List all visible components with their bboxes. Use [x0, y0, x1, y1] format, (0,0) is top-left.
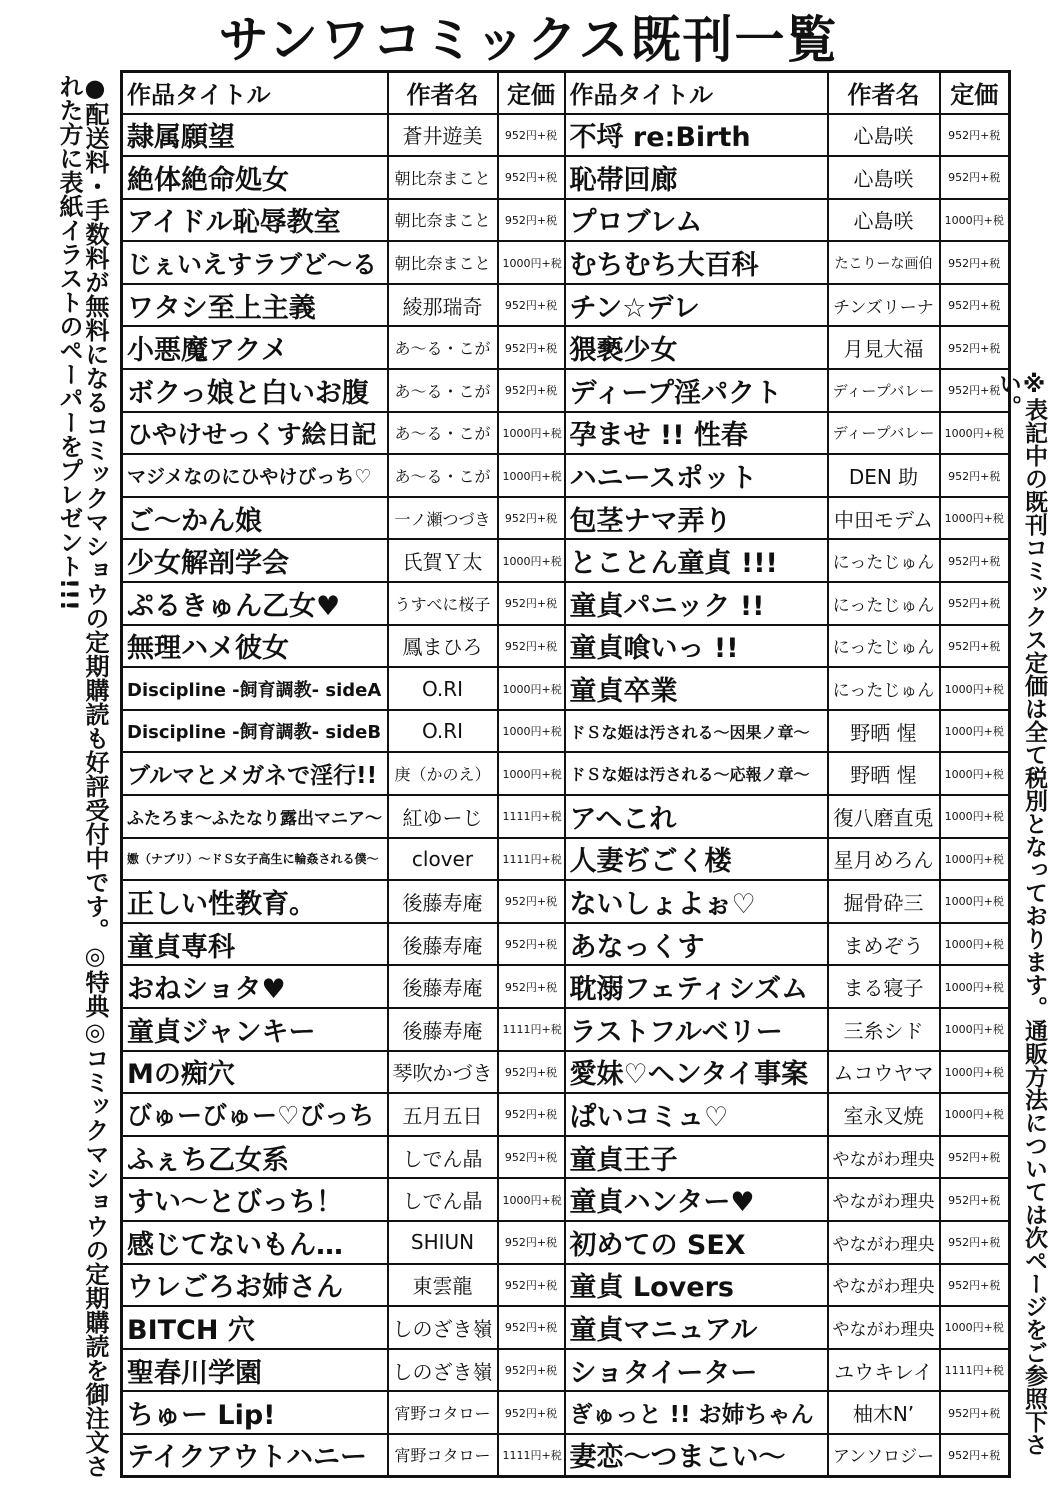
book-author: 東雲龍 [388, 1264, 498, 1307]
book-price: 952円+税 [940, 1264, 1010, 1307]
book-author: あ～る・こが [388, 326, 498, 369]
book-title: とことん童貞 !!! [565, 539, 828, 582]
table-row [122, 582, 1010, 625]
book-author: DEN 助 [828, 454, 940, 497]
book-author: にったじゅん [828, 582, 940, 625]
book-author: 心島咲 [828, 156, 940, 199]
table-row [122, 326, 1010, 369]
table-row [122, 1349, 1010, 1392]
book-price: 952円+税 [498, 497, 565, 540]
book-title: 聖春川学園 [122, 1349, 388, 1392]
book-title: ぱいコミュ♡ [565, 1093, 828, 1136]
header-author-right: 作者名 [828, 72, 940, 114]
book-author: 朝比奈まこと [388, 156, 498, 199]
book-price: 952円+税 [940, 1136, 1010, 1179]
book-title: ふたろま～ふたなり露出マニア～ [122, 795, 388, 838]
book-price: 1000円+税 [498, 241, 565, 284]
book-title: 初めての SEX [565, 1221, 828, 1264]
book-author: あ～る・こが [388, 369, 498, 412]
book-author: 室永叉焼 [828, 1093, 940, 1136]
book-author: SHIUN [388, 1221, 498, 1264]
book-title: 無理ハメ彼女 [122, 625, 388, 668]
tax-note: ※表記中の既刊コミックス定価は全て税別となっております。通販方法については次ページをご参照下さい。 [995, 372, 1047, 1456]
book-title: 童貞喰いっ !! [565, 625, 828, 668]
table-row [122, 156, 1010, 199]
book-title: マジメなのにひやけびっち♡ [122, 454, 388, 497]
book-price: 952円+税 [940, 241, 1010, 284]
book-title: テイクアウトハニー [122, 1434, 388, 1477]
book-title: 感じてないもん… [122, 1221, 388, 1264]
book-title: アヘこれ [565, 795, 828, 838]
subscription-note: ●配送料・手数料が無料になるコミックマショウの定期購読も好評受付中です。◎特典◎コミックマショウの定期購読を御注文された方に表紙イラストのペーパーをプレゼント!!! [55, 74, 109, 1478]
book-price: 1000円+税 [498, 412, 565, 455]
book-author: まめぞう [828, 923, 940, 966]
book-price: 1000円+税 [940, 667, 1010, 710]
book-title: 童貞ハンター♥ [565, 1178, 828, 1221]
book-price: 1000円+税 [940, 412, 1010, 455]
book-price: 1000円+税 [940, 965, 1010, 1008]
book-price: 1000円+税 [940, 1051, 1010, 1094]
book-author: 月見大福 [828, 326, 940, 369]
book-price: 1111円+税 [498, 838, 565, 881]
book-author: やながわ理央 [828, 1264, 940, 1307]
book-price: 952円+税 [498, 625, 565, 668]
book-author: 琴吹かづき [388, 1051, 498, 1094]
book-price: 1000円+税 [940, 1306, 1010, 1349]
book-title: 童貞ジャンキー [122, 1008, 388, 1051]
book-price: 952円+税 [940, 326, 1010, 369]
book-title: 童貞 Lovers [565, 1264, 828, 1307]
book-price: 952円+税 [940, 1391, 1010, 1434]
book-title: 小悪魔アクメ [122, 326, 388, 369]
book-title: 正しい性教育。 [122, 880, 388, 923]
book-title: ワタシ至上主義 [122, 284, 388, 327]
book-price: 952円+税 [498, 582, 565, 625]
book-title: 童貞王子 [565, 1136, 828, 1179]
table-row [122, 199, 1010, 242]
header-author-left: 作者名 [388, 72, 498, 114]
book-price: 952円+税 [940, 1178, 1010, 1221]
book-price: 1000円+税 [940, 710, 1010, 753]
catalog-table [120, 70, 1011, 1478]
book-author: 朝比奈まこと [388, 199, 498, 242]
book-price: 952円+税 [940, 156, 1010, 199]
book-author: あ～る・こが [388, 454, 498, 497]
book-title: BITCH 穴 [122, 1306, 388, 1349]
table-row [122, 752, 1010, 795]
book-title: 不埒 re:Birth [565, 114, 828, 157]
book-price: 952円+税 [498, 923, 565, 966]
book-author: 後藤寿庵 [388, 965, 498, 1008]
book-title: プロブレム [565, 199, 828, 242]
book-title: 童貞専科 [122, 923, 388, 966]
book-author: 後藤寿庵 [388, 923, 498, 966]
book-author: 心島咲 [828, 114, 940, 157]
book-author: 掘骨砕三 [828, 880, 940, 923]
book-price: 952円+税 [940, 369, 1010, 412]
book-author: うすべに桜子 [388, 582, 498, 625]
book-author: ムコウヤマ [828, 1051, 940, 1094]
book-author: やながわ理央 [828, 1136, 940, 1179]
book-title: 妻恋～つまこい～ [565, 1434, 828, 1477]
book-price: 1111円+税 [498, 1008, 565, 1051]
book-title: ふぇち乙女系 [122, 1136, 388, 1179]
book-author: 蒼井遊美 [388, 114, 498, 157]
book-title: 猥褻少女 [565, 326, 828, 369]
table-row [122, 114, 1010, 157]
book-title: すい～とびっち！ [122, 1178, 388, 1221]
table-row [122, 1093, 1010, 1136]
table-row [122, 241, 1010, 284]
book-author: 庚（かのえ） [388, 752, 498, 795]
book-title: ショタイーター [565, 1349, 828, 1392]
table-row [122, 1051, 1010, 1094]
book-price: 952円+税 [498, 114, 565, 157]
book-price: 952円+税 [940, 284, 1010, 327]
book-price: 952円+税 [498, 1391, 565, 1434]
table-row [122, 1136, 1010, 1179]
book-title: ボクっ娘と白いお腹 [122, 369, 388, 412]
book-price: 1000円+税 [940, 838, 1010, 881]
book-price: 1000円+税 [940, 1008, 1010, 1051]
book-author: チンズリーナ [828, 284, 940, 327]
book-author: ユウキレイ [828, 1349, 940, 1392]
book-title: 孕ませ !! 性春 [565, 412, 828, 455]
book-title: おねショタ♥ [122, 965, 388, 1008]
book-author: しでん晶 [388, 1136, 498, 1179]
book-author: しのざき嶺 [388, 1349, 498, 1392]
table-row [122, 838, 1010, 881]
table-row [122, 1008, 1010, 1051]
table-row [122, 369, 1010, 412]
book-author: 一ノ瀬つづき [388, 497, 498, 540]
book-author: O.RI [388, 667, 498, 710]
book-price: 1000円+税 [498, 752, 565, 795]
book-title: 隷属願望 [122, 114, 388, 157]
book-price: 1000円+税 [940, 795, 1010, 838]
book-price: 1000円+税 [940, 497, 1010, 540]
table-row [122, 965, 1010, 1008]
book-title: 少女解剖学会 [122, 539, 388, 582]
table-row [122, 454, 1010, 497]
table-row [122, 923, 1010, 966]
book-title: ブルマとメガネで淫行!! [122, 752, 388, 795]
book-author: 三糸シド [828, 1008, 940, 1051]
book-price: 952円+税 [498, 284, 565, 327]
book-price: 952円+税 [498, 1349, 565, 1392]
book-price: 952円+税 [940, 625, 1010, 668]
book-title: Mの痴穴 [122, 1051, 388, 1094]
book-author: ディープバレー [828, 369, 940, 412]
book-title: 絶体絶命処女 [122, 156, 388, 199]
book-title: ないしょよぉ♡ [565, 880, 828, 923]
book-price: 952円+税 [498, 156, 565, 199]
book-author: 鳳まひろ [388, 625, 498, 668]
book-title: 童貞パニック !! [565, 582, 828, 625]
table-row [122, 539, 1010, 582]
header-price-left: 定価 [498, 72, 565, 114]
book-price: 952円+税 [498, 1136, 565, 1179]
book-title: Discipline -飼育調教- sideA [122, 667, 388, 710]
book-author: たこりーな画伯 [828, 241, 940, 284]
book-title: 耽溺フェティシズム [565, 965, 828, 1008]
book-price: 952円+税 [498, 965, 565, 1008]
book-price: 952円+税 [498, 326, 565, 369]
book-title: ちゅー Lip! [122, 1391, 388, 1434]
book-title: びゅーびゅー♡びっち [122, 1093, 388, 1136]
book-author: しでん晶 [388, 1178, 498, 1221]
book-price: 952円+税 [498, 199, 565, 242]
book-title: むちむち大百科 [565, 241, 828, 284]
book-author: 後藤寿庵 [388, 880, 498, 923]
book-price: 952円+税 [498, 1051, 565, 1094]
book-price: 1000円+税 [940, 1093, 1010, 1136]
table-row [122, 1221, 1010, 1264]
book-author: 宵野コタロー [388, 1391, 498, 1434]
book-author: やながわ理央 [828, 1221, 940, 1264]
book-title: 人妻ぢごく楼 [565, 838, 828, 881]
book-price: 952円+税 [498, 1093, 565, 1136]
book-author: にったじゅん [828, 539, 940, 582]
book-price: 952円+税 [498, 1264, 565, 1307]
table-row [122, 667, 1010, 710]
book-title: ドＳな姫は汚される～因果ノ章～ [565, 710, 828, 753]
book-title: あなっくす [565, 923, 828, 966]
book-title: ラストフルベリー [565, 1008, 828, 1051]
header-title-left: 作品タイトル [122, 72, 388, 114]
book-title: ひやけせっくす絵日記 [122, 412, 388, 455]
book-title: ディープ淫パクト [565, 369, 828, 412]
header-title-right: 作品タイトル [565, 72, 828, 114]
book-author: 五月五日 [388, 1093, 498, 1136]
book-title: 童貞卒業 [565, 667, 828, 710]
book-author: 綾那瑞奇 [388, 284, 498, 327]
book-title: アイドル恥辱教室 [122, 199, 388, 242]
book-title: ぎゅっと !! お姉ちゃん [565, 1391, 828, 1434]
book-price: 952円+税 [940, 1434, 1010, 1477]
book-author: やながわ理央 [828, 1306, 940, 1349]
book-author: 後藤寿庵 [388, 1008, 498, 1051]
book-price: 1000円+税 [498, 710, 565, 753]
book-author: まる寝子 [828, 965, 940, 1008]
book-author: あ～る・こが [388, 412, 498, 455]
book-author: ディープバレー [828, 412, 940, 455]
table-row [122, 880, 1010, 923]
table-row [122, 497, 1010, 540]
page-title: サンワコミックス既刊一覧 [218, 11, 839, 69]
table-row [122, 1178, 1010, 1221]
book-author: O.RI [388, 710, 498, 753]
book-author: clover [388, 838, 498, 881]
book-title: ハニースポット [565, 454, 828, 497]
table-row [122, 1264, 1010, 1307]
book-price: 1000円+税 [940, 199, 1010, 242]
book-author: 野晒 惺 [828, 752, 940, 795]
book-price: 1000円+税 [498, 539, 565, 582]
book-title: 童貞マニュアル [565, 1306, 828, 1349]
book-price: 952円+税 [498, 1221, 565, 1264]
table-row [122, 412, 1010, 455]
book-price: 1111円+税 [498, 1434, 565, 1477]
book-price: 952円+税 [498, 880, 565, 923]
book-title: 愛妹♡ヘンタイ事案 [565, 1051, 828, 1094]
book-author: 心島咲 [828, 199, 940, 242]
book-author: 星月めろん [828, 838, 940, 881]
book-author: 氏賀Ｙ太 [388, 539, 498, 582]
table-row [122, 795, 1010, 838]
book-author: やながわ理央 [828, 1178, 940, 1221]
book-title: ウレごろお姉さん [122, 1264, 388, 1307]
book-title: Discipline -飼育調教- sideB [122, 710, 388, 753]
book-author: アンソロジー [828, 1434, 940, 1477]
book-title: 包茎ナマ弄り [565, 497, 828, 540]
book-price: 952円+税 [940, 1221, 1010, 1264]
book-title: ドＳな姫は汚される～応報ノ章～ [565, 752, 828, 795]
book-price: 1000円+税 [498, 454, 565, 497]
book-price: 1000円+税 [940, 752, 1010, 795]
book-author: 柚木N’ [828, 1391, 940, 1434]
book-author: 中田モデム [828, 497, 940, 540]
book-title: 恥帯回廊 [565, 156, 828, 199]
book-title: 嫐（ナブリ）～ドＳ女子高生に輪姦される僕～ [122, 838, 388, 881]
book-price: 952円+税 [940, 539, 1010, 582]
book-price: 1000円+税 [498, 1178, 565, 1221]
book-title: ぷるきゅん乙女♥ [122, 582, 388, 625]
header-price-right: 定価 [940, 72, 1010, 114]
table-row [122, 284, 1010, 327]
book-price: 952円+税 [940, 454, 1010, 497]
book-price: 1000円+税 [498, 667, 565, 710]
book-price: 952円+税 [940, 582, 1010, 625]
table-row [122, 1434, 1010, 1477]
header-row [122, 72, 1010, 114]
table-row [122, 1306, 1010, 1349]
book-price: 952円+税 [498, 369, 565, 412]
table-row [122, 710, 1010, 753]
book-price: 1111円+税 [498, 795, 565, 838]
book-price: 952円+税 [940, 114, 1010, 157]
book-author: にったじゅん [828, 667, 940, 710]
book-title: ご～かん娘 [122, 497, 388, 540]
book-title: チン☆デレ [565, 284, 828, 327]
table-row [122, 1391, 1010, 1434]
book-price: 1000円+税 [940, 923, 1010, 966]
book-author: 復八磨直兎 [828, 795, 940, 838]
book-price: 1111円+税 [940, 1349, 1010, 1392]
book-price: 952円+税 [498, 1306, 565, 1349]
book-author: にったじゅん [828, 625, 940, 668]
book-author: 朝比奈まこと [388, 241, 498, 284]
book-price: 1000円+税 [940, 880, 1010, 923]
book-title: じぇいえすラブど～る [122, 241, 388, 284]
book-author: 野晒 惺 [828, 710, 940, 753]
book-author: 宵野コタロー [388, 1434, 498, 1477]
book-author: 紅ゆーじ [388, 795, 498, 838]
book-author: しのざき嶺 [388, 1306, 498, 1349]
table-row [122, 625, 1010, 668]
